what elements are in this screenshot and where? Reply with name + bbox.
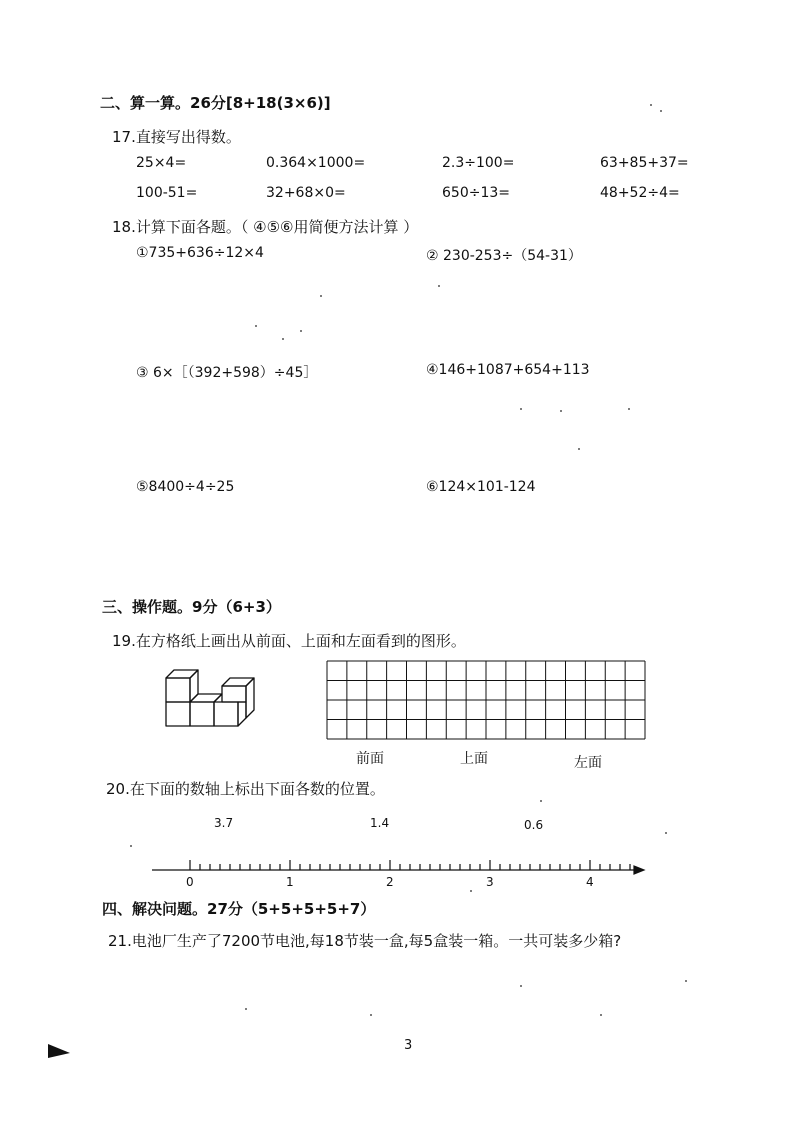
question-21-prompt: 21.电池厂生产了7200节电池,每18节装一盒,每5盒装一箱。一共可装多少箱?: [108, 932, 622, 950]
q18-item: ⑤8400÷4÷25: [136, 479, 235, 495]
scan-speck: [540, 800, 542, 802]
q17-item: 32+68×0=: [266, 185, 346, 201]
q18-item: ③ 6×［（392+598）÷45］: [136, 365, 318, 381]
q18-item: ④146+1087+654+113: [426, 362, 590, 378]
grid-label-left: 左面: [574, 755, 602, 771]
number-to-mark: 3.7: [214, 816, 234, 830]
scan-speck: [520, 408, 522, 410]
grid-paper: [326, 660, 646, 740]
scan-speck: [660, 110, 662, 112]
scan-speck: [300, 330, 302, 332]
cube-figure: [160, 664, 270, 730]
grid-label-front: 前面: [356, 751, 384, 767]
axis-arrow: [634, 866, 644, 874]
question-17-prompt: 17.直接写出得数。: [112, 128, 241, 146]
q18-item: ①735+636÷12×4: [136, 245, 264, 261]
scan-speck: [650, 104, 652, 106]
scan-speck: [320, 295, 322, 297]
scan-speck: [282, 338, 284, 340]
scan-speck: [438, 285, 440, 287]
number-to-mark: 0.6: [524, 818, 544, 832]
page-number: 3: [404, 1038, 413, 1053]
axis-tick-label: 4: [586, 875, 594, 889]
axis-tick-label: 1: [286, 875, 294, 889]
axis-tick-label: 0: [186, 875, 194, 889]
number-line: [150, 856, 650, 896]
section-3-heading: 三、操作题。9分（6+3）: [102, 598, 281, 616]
q18-item: ⑥124×101-124: [426, 479, 536, 495]
scan-speck: [685, 980, 687, 982]
q17-item: 63+85+37=: [600, 155, 689, 171]
scan-speck: [245, 1008, 247, 1010]
q17-item: 25×4=: [136, 155, 187, 171]
scan-speck: [600, 1014, 602, 1016]
q18-item: ② 230-253÷（54-31）: [426, 248, 582, 264]
grid-label-top: 上面: [460, 751, 488, 767]
axis-tick-label: 2: [386, 875, 394, 889]
q17-item: 48+52÷4=: [600, 185, 680, 201]
question-18-prompt: 18.计算下面各题。（ ④⑤⑥用简便方法计算 ）: [112, 218, 419, 236]
q17-item: 2.3÷100=: [442, 155, 515, 171]
q17-item: 0.364×1000=: [266, 155, 366, 171]
scan-speck: [628, 408, 630, 410]
scan-speck: [255, 325, 257, 327]
corner-arrow-icon: [48, 1044, 72, 1058]
scan-speck: [370, 1014, 372, 1016]
question-20-prompt: 20.在下面的数轴上标出下面各数的位置。: [106, 780, 385, 798]
number-to-mark: 1.4: [370, 816, 390, 830]
axis-tick-label: 3: [486, 875, 494, 889]
question-19-prompt: 19.在方格纸上画出从前面、上面和左面看到的图形。: [112, 632, 466, 650]
scan-speck: [578, 448, 580, 450]
scan-speck: [470, 890, 472, 892]
q17-item: 100-51=: [136, 185, 198, 201]
q17-item: 650÷13=: [442, 185, 510, 201]
section-2-heading: 二、算一算。26分[8+18(3×6)]: [100, 94, 331, 112]
scan-speck: [560, 410, 562, 412]
scan-speck: [130, 845, 132, 847]
section-4-heading: 四、解决问题。27分（5+5+5+5+7）: [102, 900, 376, 918]
scan-speck: [520, 985, 522, 987]
scan-speck: [665, 832, 667, 834]
